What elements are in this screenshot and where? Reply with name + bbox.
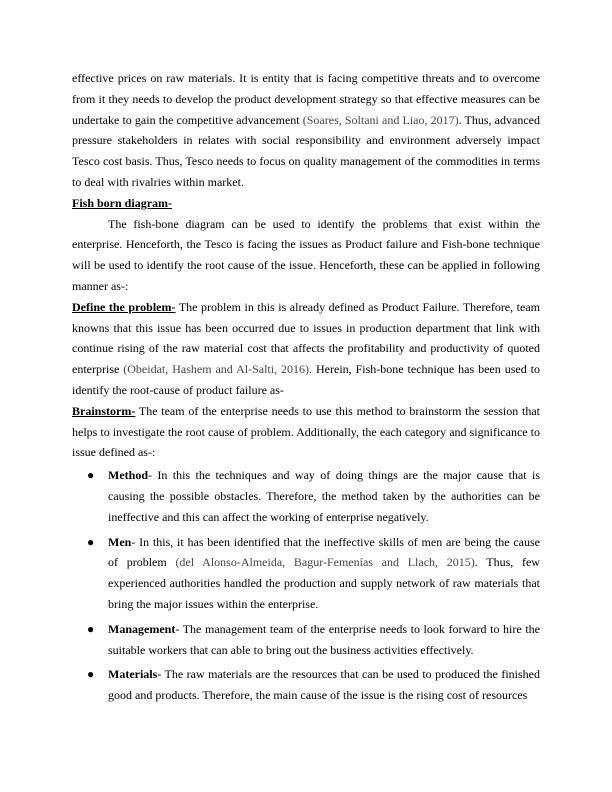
brainstorm-paragraph — [72, 401, 540, 463]
define-problem-text-end: . Herein, Fish-bone technique has been used to identify the root-cause of product failure as- — [72, 362, 540, 397]
define-problem-text: The problem in this is already defined as Product Failure. Therefore, team knowns that this issue has been occurred due to issues in production department that link with continue rising of the raw material cost that affects the profitability and productivity of quoted enterprise — [72, 299, 540, 377]
list-item-management — [72, 619, 540, 661]
citation: (Soares, Soltani and Liao, 2017) — [302, 112, 459, 127]
fishbone-heading: Fish born diagram- — [72, 195, 173, 210]
citation: (del Alonso-Almeida, Bagur-Femenías and Llach, 2015) — [175, 555, 475, 570]
bullet-icon: ● — [87, 468, 95, 483]
list-item-method — [72, 465, 540, 527]
list-item-materials — [72, 664, 540, 706]
bullet-icon: ● — [87, 534, 95, 549]
list-item-term: Men — [108, 534, 132, 549]
list-item-men — [72, 532, 540, 615]
define-problem-paragraph — [72, 297, 540, 401]
list-item-text: - The management team of the enterprise needs to look forward to hire the suitable workers that can able to bring out the business activities effectively. — [108, 621, 540, 657]
document-page — [72, 68, 540, 710]
intro-text-end: . Thus, advanced pressure stakeholders in relates with social responsibility and environment adversely impact Tesco cost basis. Thus, Tesco needs to focus on quality management of the commodities in terms to deal with rivalries within market. — [72, 112, 540, 189]
bullet-icon: ● — [87, 621, 95, 636]
intro-paragraph — [72, 68, 540, 193]
cause-category-list — [72, 465, 540, 706]
list-item-term: Materials — [108, 667, 158, 682]
brainstorm-heading: Brainstorm- — [72, 403, 136, 418]
list-item-text: - The raw materials are the resources that can be used to produced the finished good and products. Therefore, the main cause of the issue is the rising cost of resources — [108, 667, 540, 703]
list-item-text: - In this, it has been identified that the ineffective skills of men are being the cause of problem — [108, 534, 540, 570]
intro-text: effective prices on raw materials. It is entity that is facing competitive threats and to overcome from it they needs to develop the product development strategy so that effective measures can be undertake to gain the competitive advancement — [72, 71, 540, 127]
fishbone-paragraph: The fish-bone diagram can be used to identify the problems that exist within the enterprise. Henceforth, the Tesco is facing the issues as Product failure and Fish-bone technique will be used to identify the root cause of the issue. Henceforth, these can be applied in following manner as-: — [72, 216, 540, 293]
list-item-term: Method — [108, 468, 148, 483]
define-problem-heading: Define the problem- — [72, 299, 176, 314]
citation: (Obeidat, Hashem and Al-Salti, 2016) — [123, 362, 310, 377]
brainstorm-text: The team of the enterprise needs to use this method to brainstorm the session that helps to investigate the root cause of problem. Additionally, the each category and significance to issue defined as-: — [72, 403, 540, 460]
list-item-text: - In this the techniques and way of doing things are the major cause that is causing the possible obstacles. Therefore, the method taken by the authorities can be ineffective and this can affect the working of enterprise negatively. — [108, 468, 540, 524]
bullet-icon: ● — [87, 667, 95, 682]
list-item-term: Management — [108, 621, 176, 636]
list-item-text-end: . Thus, few experienced authorities handled the production and supply network of raw materials that bring the major issues within the enterprise. — [108, 555, 540, 611]
